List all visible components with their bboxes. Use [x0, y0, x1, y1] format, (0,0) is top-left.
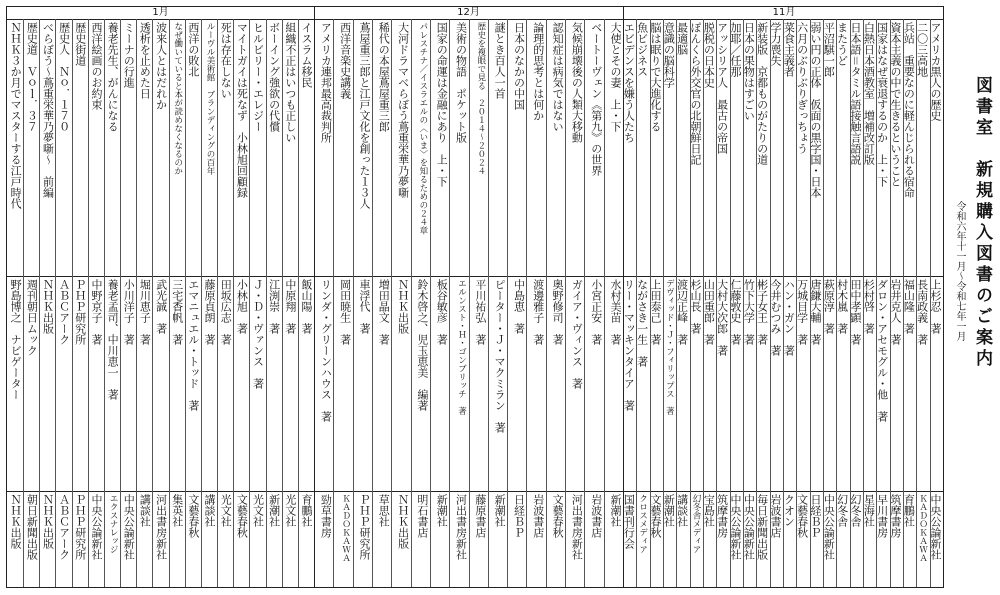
book-author: 平川祐弘 著	[473, 279, 487, 345]
book-author: 今井むつみ 著	[768, 279, 782, 356]
book-title: ベートーヴェン《第九》の世界	[589, 22, 603, 176]
book-author: 三宅香帆 著	[170, 279, 184, 345]
book-title: 学力喪失	[768, 22, 782, 66]
book-title: アメリカ連邦最高裁判所	[319, 22, 333, 143]
month-label-jan: 1月	[152, 7, 169, 18]
book-publisher: 勁草書房	[319, 494, 333, 538]
book-publisher: 日経ＢＰ	[808, 494, 822, 538]
book-publisher: 草思社	[377, 494, 391, 527]
book-author: ハン・ガン 著	[782, 279, 796, 356]
book-author: ピーター・Ｊ・マクミラン 著	[493, 279, 507, 433]
book-title: 気候崩壊後の人類大移動	[570, 22, 584, 143]
book-publisher: 中央公論新社	[122, 494, 136, 560]
column-divider	[546, 19, 547, 587]
column-divider	[526, 19, 527, 587]
book-title: 日本語＝タミル語接触言語説	[848, 22, 862, 165]
book-title: 弱い円の正体 仮面の黒字国・日本	[808, 22, 822, 198]
column-divider	[584, 19, 585, 587]
column-divider	[353, 19, 354, 587]
book-publisher: 岩波書店	[768, 494, 782, 538]
book-title: 意識の脳科学	[662, 22, 676, 88]
book-publisher: ＰＨＰ研究所	[73, 494, 87, 560]
book-publisher: クオン	[782, 494, 796, 527]
book-title: ボーイング強欲の代償	[267, 22, 281, 132]
book-publisher: 藤原書店	[473, 494, 487, 538]
column-divider	[823, 19, 824, 587]
book-author: 田中孝顕 著	[848, 279, 862, 345]
column-divider	[930, 19, 931, 587]
book-author: 小川洋子 著	[122, 279, 136, 345]
book-author: 小宮正安 著	[589, 279, 603, 345]
book-publisher: 中央公論新社	[928, 494, 942, 560]
column-divider	[890, 19, 891, 587]
book-author: ＡＢＣアーク	[57, 279, 71, 345]
book-title: 歴史街道	[73, 22, 87, 66]
book-publisher: 育鵬社	[299, 494, 313, 527]
book-author: デヴィッド・Ｊ・フィリップス 著	[664, 279, 675, 415]
book-title: 大河ドラマべらぼう蔦重栄華乃夢噺	[396, 22, 410, 198]
column-divider	[233, 19, 234, 587]
book-author: 飯山陽 著	[299, 279, 313, 334]
book-title: 六月のぶりぶりぎっちょう	[795, 22, 809, 154]
book-title: 日本のなかの中国	[512, 22, 526, 110]
book-author: 武光誠 著	[154, 279, 168, 334]
book-title: 加耶／任那	[728, 22, 742, 77]
book-publisher: 河出書房新社	[570, 494, 584, 560]
column-divider	[333, 19, 334, 587]
book-title: 謎とき百人一首	[493, 22, 507, 99]
book-publisher: 岩波書店	[589, 494, 603, 538]
book-publisher: 早川書房	[875, 494, 889, 538]
book-author: 渡邊雅子 著	[531, 279, 545, 345]
book-publisher: 新潮社	[267, 494, 281, 527]
book-publisher: ＫＡＤＯＫＡＷＡ	[917, 494, 928, 562]
book-title: 歴史道 Ｖｏｌ．３７	[25, 22, 39, 132]
column-divider	[716, 19, 717, 587]
book-author: 上杉忍 著	[928, 279, 942, 334]
book-author: 上田泰己 著	[648, 279, 662, 345]
book-author: 渡辺正峰 著	[675, 279, 689, 345]
author-publisher-divider	[7, 491, 943, 492]
book-author: 堀川恵子 著	[138, 279, 152, 345]
column-divider	[876, 19, 877, 587]
column-divider	[39, 19, 40, 587]
book-title: 兵站 重要なのに軽んじられる宿命	[902, 22, 916, 198]
book-publisher: 幻冬舎メディア	[690, 494, 701, 554]
column-divider	[488, 19, 489, 587]
book-author: ダロン・アセモグル・他 著	[875, 279, 889, 422]
book-publisher: 新潮社	[662, 494, 676, 527]
book-author: 長南政義 著	[915, 279, 929, 345]
book-title: 国家はなぜ衰退するのか 上・下	[875, 22, 889, 187]
month-header-divider	[7, 19, 943, 20]
column-divider	[136, 19, 137, 587]
book-author: エマニュエル・トッド 著	[186, 279, 200, 411]
book-author: リンダ・グリーンハウス 著	[319, 279, 333, 422]
book-publisher: 講談社	[675, 494, 689, 527]
book-title: 論理的思考とは何か	[531, 22, 545, 121]
book-author: エルンスト・Ｈ・ゴンブリッチ 著	[456, 279, 467, 415]
column-divider	[449, 19, 450, 587]
book-publisher: 新潮社	[609, 494, 622, 527]
book-title: 新装版 京都ものがたりの道	[755, 22, 769, 165]
column-divider	[411, 19, 412, 587]
book-title: 美術の物語 ポケット版	[454, 22, 468, 143]
book-title: 最適脳	[675, 22, 689, 55]
column-divider	[120, 19, 121, 587]
book-author: 大村大次郎 著	[715, 279, 729, 356]
column-divider	[676, 19, 677, 587]
book-author: 福山隆 著	[902, 279, 916, 334]
book-author: ＰＨＰ研究所	[73, 279, 87, 345]
column-divider	[690, 19, 691, 587]
column-divider	[770, 19, 771, 587]
book-title: ぽんくら外交官の北朝鮮日記	[688, 22, 702, 165]
book-title: エビデンスを嫌う人たち	[622, 22, 636, 143]
column-divider	[636, 19, 637, 587]
book-title: 資本主義の中で生きるということ	[888, 22, 902, 187]
book-title: アメリカ黒人の歴史	[928, 22, 942, 121]
book-title: ミーナの行進	[122, 22, 136, 88]
book-title: 国家の命運は金融にあり 上・下	[435, 22, 449, 187]
book-title: 二〇三高地	[915, 22, 929, 77]
column-divider	[810, 19, 811, 587]
column-divider	[152, 19, 153, 587]
book-publisher: ＫＡＤＯＫＡＷＡ	[340, 494, 351, 562]
book-list-table	[6, 6, 944, 588]
book-title: パレスチナ／イスラエルの〈いま〉を知るための２４章	[417, 22, 428, 235]
column-divider	[850, 19, 851, 587]
book-author: 中原翔 著	[283, 279, 297, 334]
column-divider	[730, 19, 731, 587]
column-divider	[783, 19, 784, 587]
book-title: 透析を止めた日	[138, 22, 152, 99]
column-divider	[836, 19, 837, 587]
book-title: 養老先生、がんになる	[106, 22, 120, 132]
book-publisher: 中央公論新社	[728, 494, 742, 560]
book-publisher: 光文社	[219, 494, 233, 527]
book-title: 脳は眠りで大進化する	[648, 22, 662, 132]
book-publisher: 文藝春秋	[186, 494, 200, 538]
book-publisher: 宝島社	[702, 494, 716, 527]
book-author: 車浮代 著	[357, 279, 371, 334]
book-publisher: 文藝春秋	[648, 494, 662, 538]
book-title: 脱税の日本史	[702, 22, 716, 88]
book-author: 竹下大学 著	[742, 279, 756, 345]
column-divider	[72, 19, 73, 587]
column-divider	[169, 19, 170, 587]
column-divider	[298, 19, 299, 587]
column-divider	[88, 19, 89, 587]
column-divider	[282, 19, 283, 587]
book-author: 中島恵 著	[512, 279, 526, 334]
book-author: 養老孟司、中川恵一 著	[106, 279, 120, 400]
book-title: マイトガイは死なず 小林旭回顧録	[235, 22, 249, 198]
book-publisher: ＡＢＣアーク	[57, 494, 71, 560]
book-publisher: 中央公論新社	[822, 494, 836, 560]
column-divider	[55, 19, 56, 587]
book-title: 菜食主義者	[782, 22, 796, 77]
book-publisher: 光文社	[283, 494, 297, 527]
book-author: 彬子女王 著	[755, 279, 769, 345]
book-author: 板谷敏彦 著	[435, 279, 449, 345]
book-author: 万城目学 著	[795, 279, 809, 345]
column-divider	[469, 19, 470, 587]
column-divider	[430, 19, 431, 587]
column-divider	[916, 19, 917, 587]
book-publisher: 岩波書店	[531, 494, 545, 538]
book-author: 岡田暁生 著	[338, 279, 352, 345]
book-author: ＮＨＫ出版	[396, 279, 410, 334]
book-publisher: 国書刊行会	[622, 494, 636, 549]
book-publisher: 文藝春秋	[551, 494, 565, 538]
book-publisher: 新潮社	[435, 494, 449, 527]
column-divider	[249, 19, 250, 587]
column-divider	[201, 19, 202, 587]
book-title: イスラム移民	[299, 22, 313, 88]
book-publisher: 集英社	[170, 494, 184, 527]
book-author: Ｊ・Ｄ・ヴァンス 著	[251, 279, 265, 389]
book-title: べらぼう〜蔦重栄華乃夢噺〜 前編	[41, 22, 55, 198]
month-label-nov: 11月	[772, 7, 796, 18]
book-author: 水村美苗 著	[609, 279, 622, 345]
book-publisher: 河出書房新社	[454, 494, 468, 560]
book-publisher: 筑摩書房	[888, 494, 902, 538]
book-publisher: 日経ＢＰ	[512, 494, 526, 538]
book-author: ながさき一生 著	[635, 279, 649, 367]
book-publisher: 幻冬舎	[835, 494, 849, 527]
book-author: 山田重郎 著	[702, 279, 716, 345]
column-divider	[217, 19, 218, 587]
column-divider	[756, 19, 757, 587]
book-publisher: エクスナレッジ	[108, 494, 119, 554]
book-title: 蔦屋重三郎と江戸文化を創った１３人	[357, 22, 371, 209]
book-title: なぜ働いていると本が読めなくなるのか	[172, 22, 183, 175]
book-publisher: 朝日新聞出版	[25, 494, 39, 560]
book-publisher: 講談社	[138, 494, 152, 527]
book-publisher: 明石書店	[415, 494, 429, 538]
book-publisher: 光文社	[251, 494, 265, 527]
header-sidebar	[948, 6, 998, 588]
book-title: 魚ビジネス	[635, 22, 649, 77]
book-publisher: 毎日新聞出版	[755, 494, 769, 560]
book-publisher: 河出書房新社	[154, 494, 168, 560]
book-author: リー・マッキンタイア 著	[622, 279, 636, 411]
book-author: 唐鎌大輔 著	[808, 279, 822, 345]
book-publisher: ＮＨＫ出版	[396, 494, 410, 549]
book-title: 西洋の敗北	[186, 22, 200, 77]
book-author: 杉村啓 著	[862, 279, 876, 334]
book-title: アッシリア人 最古の帝国	[715, 22, 729, 154]
book-author: 鈴木啓之、児玉恵美 編著	[415, 279, 429, 411]
book-publisher: ＮＨＫ出版	[9, 494, 23, 549]
book-publisher: 文藝春秋	[795, 494, 809, 538]
column-divider	[391, 19, 392, 587]
book-author: 田坂広志 著	[219, 279, 233, 345]
book-title: ＮＨＫ３か月でマスターする江戸時代	[9, 22, 23, 209]
column-divider	[23, 19, 24, 587]
book-publisher: 新潮社	[493, 494, 507, 527]
column-divider	[185, 19, 186, 587]
period-label: 令和六年十一月〜令和七年一月	[954, 201, 965, 341]
book-author: 萩原淳 著	[822, 279, 836, 334]
column-divider	[703, 19, 704, 587]
book-title: ルーヴル美術館 ブランディングの百年	[205, 22, 216, 175]
book-author: 村木嵐 著	[835, 279, 849, 334]
book-publisher: 中央公論新社	[89, 494, 103, 560]
book-publisher: クロスメディア	[637, 494, 648, 554]
book-author: 藤原貞朗 著	[203, 279, 217, 345]
book-author: 仁藤敦史 著	[728, 279, 742, 345]
column-divider	[604, 19, 605, 587]
book-author: 小林旭 著	[235, 279, 249, 334]
book-title: またうど	[835, 22, 849, 66]
column-divider	[372, 19, 373, 587]
column-divider	[507, 19, 508, 587]
book-title: 西洋音楽史講義	[338, 22, 352, 99]
book-author: 野島博之 ナビゲーター	[9, 279, 23, 400]
book-publisher: 文藝春秋	[235, 494, 249, 538]
book-publisher: ＰＨＰ研究所	[357, 494, 371, 560]
book-author: ガイア・ヴィンス 著	[570, 279, 584, 389]
book-author: 奥野修司 著	[551, 279, 565, 345]
book-title: 稀代の本屋蔦屋重三郎	[377, 22, 391, 132]
column-divider	[266, 19, 267, 587]
book-author: 杉山長 著	[688, 279, 702, 334]
column-divider	[650, 19, 651, 587]
column-divider	[796, 19, 797, 587]
column-divider	[903, 19, 904, 587]
book-publisher: 星海社	[862, 494, 876, 527]
book-title: 大使とその妻 上・下	[609, 22, 622, 132]
book-publisher: 幻冬舎	[848, 494, 862, 527]
column-divider	[743, 19, 744, 587]
book-publisher: 講談社	[203, 494, 217, 527]
book-title: 波来人とはだれか	[154, 22, 168, 110]
column-divider	[565, 19, 566, 587]
book-title: 歴史人 Ｎｏ．１７０	[57, 22, 71, 132]
column-divider	[104, 19, 105, 587]
book-publisher: 筑摩書房	[715, 494, 729, 538]
book-author: 江渕崇 著	[267, 279, 281, 334]
book-title: 認知症は病気ではない	[551, 22, 565, 132]
book-title: 平沼騏一郎	[822, 22, 836, 77]
book-author: 増田晶文 著	[377, 279, 391, 345]
column-divider	[863, 19, 864, 587]
title-author-divider	[7, 276, 943, 277]
book-title: 死は存在しない	[219, 22, 233, 99]
month-label-dec: 12月	[457, 7, 480, 18]
book-title: 日本の果物はすごい	[742, 22, 756, 121]
book-title: 西洋絵画のお約束	[89, 22, 103, 110]
page-title: 図書室 新規購入図書のご案内	[972, 76, 992, 370]
book-author: 中野京子 著	[89, 279, 103, 345]
book-title: 組織不正はいつも正しい	[283, 22, 297, 143]
book-author: 週刊朝日ムック	[25, 279, 39, 356]
book-title: 歴史を複眼で見る ２０１４〜２０２４	[475, 22, 486, 175]
book-publisher: 育鵬社	[902, 494, 916, 527]
book-title: ヒルビリー・エレジー	[251, 22, 265, 132]
book-author: ＮＨＫ出版	[41, 279, 55, 334]
book-title: 白熱日本酒教室 増補改訂版	[862, 22, 876, 165]
book-publisher: ＮＨＫ出版	[41, 494, 55, 549]
column-divider	[663, 19, 664, 587]
book-author: 岩井克人 著	[888, 279, 902, 345]
book-publisher: 中央公論新社	[742, 494, 756, 560]
